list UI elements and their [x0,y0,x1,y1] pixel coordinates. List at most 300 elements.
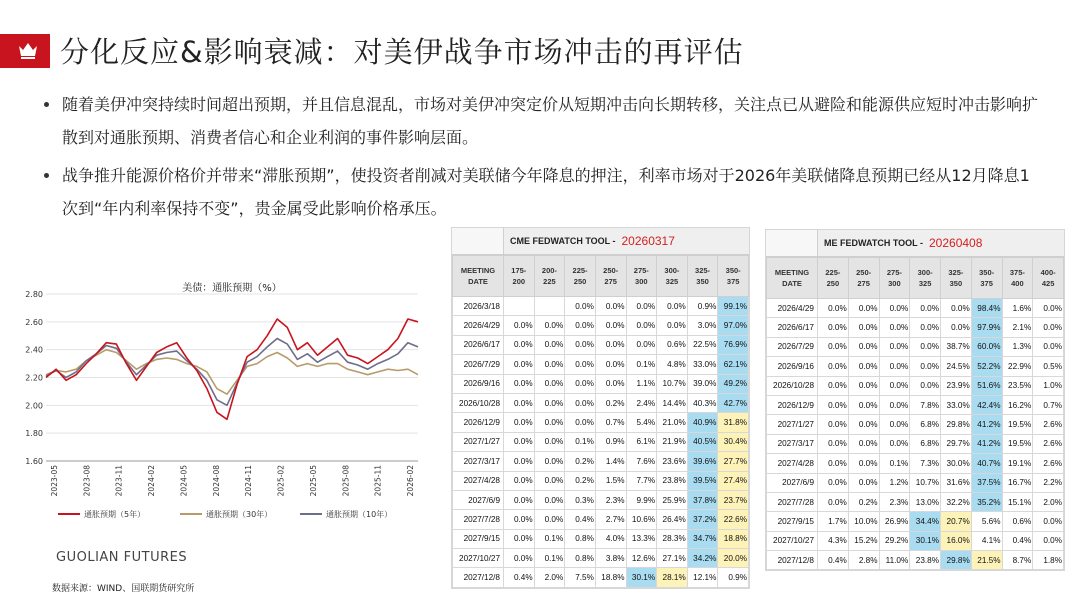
probability-cell: 3.8% [595,549,626,568]
probability-cell: 0.0% [657,297,688,316]
table-row [767,531,1064,550]
x-tick-label: 2023-05 [50,465,59,497]
probability-cell: 16.2% [1002,395,1033,414]
probability-cell: 0.0% [504,355,535,374]
probability-cell: 23.6% [657,452,688,471]
probability-cell: 23.8% [910,551,941,570]
rate-range-header: 275- 300 [626,256,657,297]
rate-range-header: 350- 375 [718,256,749,297]
probability-cell: 42.4% [971,395,1002,414]
y-tick-label: 2.20 [25,373,43,383]
probability-cell: 20.0% [718,549,749,568]
probability-cell: 30.0% [941,454,972,473]
probability-cell: 0.6% [657,335,688,354]
probability-cell: 2.0% [1033,492,1064,511]
probability-cell: 1.1% [626,374,657,393]
rate-range-header: 275- 300 [879,258,910,299]
table-row [453,510,749,529]
probability-cell: 0.0% [879,318,910,337]
probability-cell: 62.1% [718,355,749,374]
fedwatch-table-20260317 [451,227,750,589]
probability-cell: 32.2% [941,492,972,511]
probability-cell: 1.5% [595,471,626,490]
probability-cell: 30.4% [718,432,749,451]
probability-cell: 0.0% [534,432,565,451]
table-row [767,318,1064,337]
rate-range-header: 225- 250 [818,258,849,299]
meeting-date-cell: 2027/3/17 [453,452,504,471]
probability-cell: 2.4% [626,393,657,412]
x-tick-label: 2024-05 [179,465,189,497]
probability-cell: 34.4% [910,512,941,531]
probability-cell: 0.0% [848,454,879,473]
probability-cell: 25.9% [657,490,688,509]
probability-cell: 5.4% [626,413,657,432]
data-source: 数据来源：WIND、国联期货研究所 [52,584,195,594]
probability-cell [504,297,535,316]
probability-cell: 21.9% [657,432,688,451]
probability-cell: 2.7% [595,510,626,529]
rate-range-header: 325- 350 [941,258,972,299]
table-row [453,529,749,548]
probability-cell: 3.0% [687,316,718,335]
probability-cell: 9.9% [626,490,657,509]
meeting-date-cell: 2027/10/27 [767,531,818,550]
rate-range-header: 250- 275 [848,258,879,299]
table-row [767,395,1064,414]
y-tick-label: 1.60 [25,457,43,466]
probability-cell: 27.4% [718,471,749,490]
fedwatch-table-20260408 [765,229,1065,571]
meeting-date-cell: 2026/12/9 [453,413,504,432]
probability-cell: 19.5% [1002,415,1033,434]
probability-cell: 34.2% [687,549,718,568]
probability-cell: 7.5% [565,568,596,587]
meeting-date-cell: 2026/9/16 [453,374,504,393]
probability-cell: 37.2% [687,510,718,529]
probability-cell: 2.6% [1033,454,1064,473]
fedwatch-date: 20260317 [621,234,675,248]
probability-cell: 0.0% [879,395,910,414]
y-tick-label: 2.40 [25,345,43,355]
probability-cell: 0.0% [626,297,657,316]
probability-cell: 0.1% [565,432,596,451]
probability-cell: 1.0% [1033,376,1064,395]
probability-cell: 18.8% [718,529,749,548]
probability-cell: 26.9% [879,512,910,531]
probability-cell: 97.9% [971,318,1002,337]
probability-cell: 0.0% [504,549,535,568]
probability-cell: 19.5% [1002,434,1033,453]
meeting-date-cell: 2027/1/27 [767,415,818,434]
inflation-expectation-chart [20,278,430,528]
x-tick-label: 2025-05 [308,465,318,497]
table-row [453,432,749,451]
bullet-item [44,159,1044,225]
probability-cell: 24.5% [941,357,972,376]
probability-cell: 0.0% [910,318,941,337]
meeting-date-cell: 2026/10/28 [767,376,818,395]
probability-cell: 0.2% [848,492,879,511]
probability-cell: 13.0% [910,492,941,511]
meeting-date-cell: 2027/7/28 [767,492,818,511]
probability-cell: 27.1% [657,549,688,568]
probability-cell: 0.0% [504,413,535,432]
probability-cell: 5.6% [971,512,1002,531]
probability-cell: 23.9% [941,376,972,395]
probability-cell: 23.5% [1002,376,1033,395]
meeting-date-cell: 2027/12/8 [767,551,818,570]
grid-body [453,297,749,588]
probability-cell: 0.0% [534,452,565,471]
probability-cell: 0.0% [910,299,941,318]
probability-cell: 1.2% [879,473,910,492]
meeting-date-cell: 2026/6/17 [767,318,818,337]
probability-cell: 0.4% [504,568,535,587]
probability-cell: 22.9% [1002,357,1033,376]
table-row [453,549,749,568]
probability-cell: 0.0% [534,335,565,354]
probability-cell: 2.6% [1033,434,1064,453]
probability-cell: 51.6% [971,376,1002,395]
probability-cell: 10.6% [626,510,657,529]
probability-cell [534,297,565,316]
probability-cell: 2.3% [595,490,626,509]
probability-grid [766,257,1064,570]
probability-cell: 40.7% [971,454,1002,473]
probability-cell: 0.9% [718,568,749,587]
probability-cell: 0.0% [848,376,879,395]
probability-cell: 98.4% [971,299,1002,318]
probability-cell: 2.0% [534,568,565,587]
probability-cell: 31.6% [941,473,972,492]
rate-range-header: 375- 400 [1002,258,1033,299]
probability-cell: 0.0% [879,434,910,453]
meeting-date-header: MEETING DATE [767,258,818,299]
probability-cell: 0.3% [565,490,596,509]
table-row [453,335,749,354]
table-row [453,374,749,393]
y-tick-label: 2.80 [25,290,43,299]
probability-cell: 0.7% [1033,395,1064,414]
chart-title: 美债：通胀预期（%） [182,283,282,294]
probability-cell: 0.0% [879,299,910,318]
probability-cell: 0.0% [848,337,879,356]
bullet-text: 战争推升能源价格价并带来“滞胀预期”，使投资者削减对美联储今年降息的押注，利率市场对于2026年美联储降息预期已经从12月降息1次到“年内利率保持不变”，贵金属受此影响价格承压。 [62,166,1030,218]
probability-cell: 0.0% [818,318,849,337]
probability-cell: 0.1% [879,454,910,473]
probability-cell: 0.8% [565,549,596,568]
probability-cell: 15.2% [848,531,879,550]
probability-cell: 21.5% [971,551,1002,570]
probability-cell: 0.8% [565,529,596,548]
probability-cell: 7.3% [910,454,941,473]
brand-logo-block [0,34,50,68]
probability-cell: 0.0% [818,299,849,318]
probability-cell: 0.0% [504,471,535,490]
probability-cell: 20.7% [941,512,972,531]
probability-cell: 12.6% [626,549,657,568]
fedwatch-header-blank [452,228,504,254]
probability-cell: 0.9% [595,432,626,451]
y-tick-label: 1.80 [25,429,43,439]
probability-cell: 0.0% [534,471,565,490]
meeting-date-cell: 2026/12/9 [767,395,818,414]
probability-cell: 97.0% [718,316,749,335]
probability-cell: 1.8% [1033,551,1064,570]
fedwatch-header-blank [766,230,818,256]
probability-cell: 2.1% [1002,318,1033,337]
rate-range-header: 300- 325 [657,256,688,297]
probability-cell: 0.0% [910,357,941,376]
table-row [453,490,749,509]
fedwatch-tool-name: CME FEDWATCH TOOL - [510,236,616,246]
probability-cell: 0.0% [818,415,849,434]
x-tick-label: 2024-08 [211,465,221,497]
probability-cell: 0.0% [565,374,596,393]
probability-cell: 39.0% [687,374,718,393]
probability-cell: 14.4% [657,393,688,412]
probability-cell: 1.3% [1002,337,1033,356]
probability-cell: 21.0% [657,413,688,432]
x-tick-label: 2025-08 [341,465,351,497]
probability-cell: 0.0% [848,434,879,453]
rate-range-header: 325- 350 [687,256,718,297]
probability-cell: 0.0% [504,452,535,471]
meeting-date-header: MEETING DATE [453,256,504,297]
probability-cell: 0.0% [879,357,910,376]
y-tick-label: 2.60 [25,317,43,327]
probability-cell: 0.0% [565,413,596,432]
rate-range-header: 225- 250 [565,256,596,297]
probability-cell: 7.7% [626,471,657,490]
grid-body [767,299,1064,570]
y-tick-label: 2.00 [25,401,43,411]
probability-cell: 6.8% [910,434,941,453]
probability-cell: 40.5% [687,432,718,451]
rate-range-header: 400- 425 [1033,258,1064,299]
table-row [453,355,749,374]
series-line [46,319,418,419]
probability-cell: 0.0% [910,376,941,395]
probability-cell: 35.2% [971,492,1002,511]
probability-cell: 0.0% [1033,299,1064,318]
probability-cell: 0.0% [879,415,910,434]
probability-cell: 37.5% [971,473,1002,492]
meeting-date-cell: 2027/4/28 [767,454,818,473]
fedwatch-header [766,230,1064,257]
probability-cell: 0.0% [818,454,849,473]
probability-cell: 0.9% [687,297,718,316]
probability-cell: 2.2% [1033,473,1064,492]
meeting-date-cell: 2026/9/16 [767,357,818,376]
probability-cell: 27.7% [718,452,749,471]
probability-cell: 33.0% [941,395,972,414]
probability-cell: 0.0% [595,316,626,335]
probability-cell: 0.0% [565,335,596,354]
probability-cell: 2.8% [848,551,879,570]
probability-cell: 0.0% [1033,512,1064,531]
x-tick-label: 2025-11 [373,465,383,497]
meeting-date-cell: 2027/6/9 [767,473,818,492]
probability-cell: 0.0% [565,393,596,412]
probability-cell: 28.3% [657,529,688,548]
fedwatch-tool-name: ME FEDWATCH TOOL - [824,238,923,248]
meeting-date-cell: 2026/4/29 [767,299,818,318]
table-row [453,452,749,471]
probability-cell: 0.0% [818,357,849,376]
crown-icon [18,40,38,60]
probability-cell: 0.5% [1033,357,1064,376]
brand-name: GUOLIAN FUTURES [56,550,188,565]
table-row [767,512,1064,531]
probability-cell: 0.0% [818,434,849,453]
probability-cell: 0.0% [626,316,657,335]
probability-cell: 29.7% [941,434,972,453]
probability-cell: 0.1% [534,529,565,548]
probability-cell: 4.0% [595,529,626,548]
probability-cell: 0.0% [1033,318,1064,337]
fedwatch-tool-label [818,230,1064,256]
probability-cell: 0.0% [626,335,657,354]
probability-cell: 4.1% [971,531,1002,550]
table-row [453,297,749,316]
meeting-date-cell: 2026/4/29 [453,316,504,335]
probability-cell: 29.2% [879,531,910,550]
probability-cell: 0.6% [1002,512,1033,531]
probability-cell: 22.5% [687,335,718,354]
probability-cell: 39.6% [687,452,718,471]
table-row [453,471,749,490]
probability-cell: 28.1% [657,568,688,587]
probability-cell: 7.8% [910,395,941,414]
fedwatch-tool-label [504,228,749,254]
meeting-date-cell: 2027/1/27 [453,432,504,451]
probability-cell: 10.7% [657,374,688,393]
probability-cell: 2.6% [1033,415,1064,434]
meeting-date-cell: 2027/10/27 [453,549,504,568]
probability-cell: 0.0% [1033,337,1064,356]
probability-cell: 11.0% [879,551,910,570]
probability-cell: 0.0% [504,529,535,548]
probability-cell: 0.7% [595,413,626,432]
probability-cell: 99.1% [718,297,749,316]
meeting-date-cell: 2027/6/9 [453,490,504,509]
probability-cell: 0.0% [818,473,849,492]
probability-cell: 0.0% [534,355,565,374]
probability-cell: 49.2% [718,374,749,393]
probability-cell: 2.3% [879,492,910,511]
probability-cell: 30.1% [910,531,941,550]
probability-cell: 0.0% [941,318,972,337]
probability-cell: 40.3% [687,393,718,412]
x-tick-label: 2023-08 [82,465,92,497]
meeting-date-cell: 2026/6/17 [453,335,504,354]
rate-range-header: 200- 225 [534,256,565,297]
x-tick-label: 2026-02 [406,465,415,497]
probability-cell: 0.0% [534,490,565,509]
probability-cell: 19.1% [1002,454,1033,473]
probability-cell: 8.7% [1002,551,1033,570]
legend-label: 通胀预期（30年） [206,510,273,519]
probability-cell: 0.0% [848,395,879,414]
probability-cell: 38.7% [941,337,972,356]
probability-cell: 40.9% [687,413,718,432]
probability-cell: 0.0% [818,337,849,356]
probability-grid [452,255,749,588]
header-row [767,258,1064,299]
probability-cell: 18.8% [595,568,626,587]
probability-cell: 12.1% [687,568,718,587]
probability-cell: 0.1% [626,355,657,374]
probability-cell: 52.2% [971,357,1002,376]
probability-cell: 0.0% [565,297,596,316]
series-line [46,350,418,395]
probability-cell: 0.0% [534,510,565,529]
meeting-date-cell: 2026/7/29 [453,355,504,374]
x-tick-label: 2025-02 [276,465,286,497]
meeting-date-cell: 2027/9/15 [767,512,818,531]
probability-cell: 1.6% [1002,299,1033,318]
legend-label: 通胀预期（5年） [84,510,146,519]
probability-cell: 0.0% [848,318,879,337]
probability-cell: 0.0% [504,374,535,393]
probability-cell: 16.0% [941,531,972,550]
table-row [767,454,1064,473]
table-row [767,357,1064,376]
table-row [453,568,749,587]
page-title: 分化反应&影响衰减：对美伊战争市场冲击的再评估 [60,35,744,69]
meeting-date-cell: 2026/3/18 [453,297,504,316]
probability-cell: 0.0% [565,316,596,335]
meeting-date-cell: 2027/7/28 [453,510,504,529]
probability-cell: 15.1% [1002,492,1033,511]
x-tick-label: 2023-11 [114,465,124,497]
probability-cell: 0.0% [534,316,565,335]
header-row [453,256,749,297]
fedwatch-header [452,228,749,255]
probability-cell: 13.3% [626,529,657,548]
legend-label: 通胀预期（10年） [326,510,393,519]
meeting-date-cell: 2026/10/28 [453,393,504,412]
bullet-list [44,88,1044,230]
probability-cell: 0.0% [910,337,941,356]
probability-cell: 31.8% [718,413,749,432]
probability-cell: 0.0% [879,376,910,395]
probability-cell: 0.4% [818,551,849,570]
meeting-date-cell: 2027/3/17 [767,434,818,453]
probability-cell: 37.8% [687,490,718,509]
bullet-text: 随着美伊冲突持续时间超出预期，并且信息混乱，市场对美伊冲突定价从短期冲击向长期转移，关注点已从避险和能源供应短时冲击影响扩散到对通胀预期、消费者信心和企业利润的事件影响层面。 [62,95,1039,147]
probability-cell: 0.0% [565,355,596,374]
probability-cell: 29.8% [941,551,972,570]
probability-cell: 30.1% [626,568,657,587]
rate-range-header: 175- 200 [504,256,535,297]
probability-cell: 0.0% [818,492,849,511]
probability-cell: 76.9% [718,335,749,354]
probability-cell: 4.3% [818,531,849,550]
probability-cell: 0.0% [534,374,565,393]
probability-cell: 39.5% [687,471,718,490]
probability-cell: 0.0% [848,299,879,318]
probability-cell: 6.8% [910,415,941,434]
table-row [767,551,1064,570]
probability-cell: 1.7% [818,512,849,531]
probability-cell: 41.2% [971,415,1002,434]
probability-cell: 0.0% [818,376,849,395]
bullet-dot [44,173,49,178]
probability-cell: 7.6% [626,452,657,471]
